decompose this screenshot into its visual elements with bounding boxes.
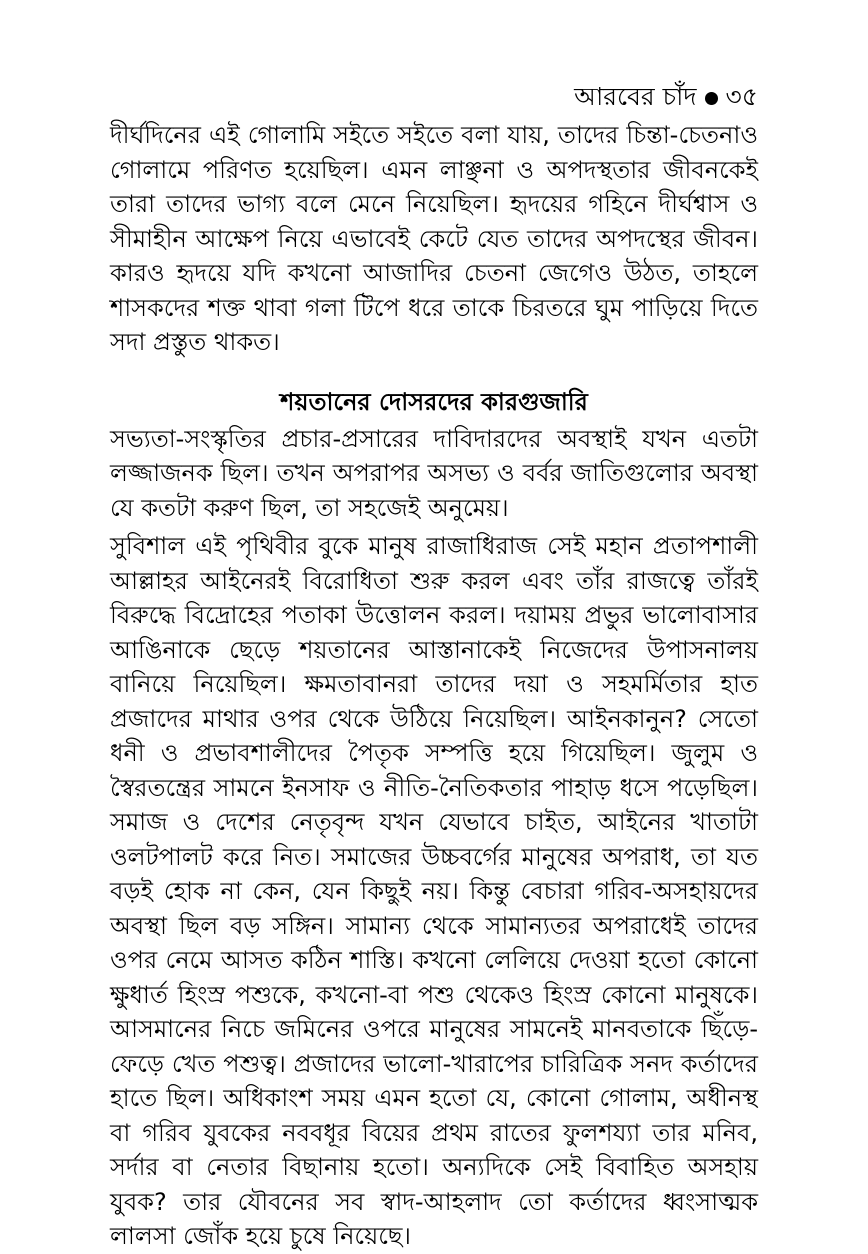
book-title: আরবের চাঁদ <box>574 82 697 111</box>
book-page <box>110 78 758 1254</box>
bullet-dot-icon <box>705 92 718 105</box>
section-paragraph-1: সভ্যতা-সংস্কৃতির প্রচার-প্রসারের দাবিদারদের অবস্থাই যখন এতটা লজ্জাজনক ছিল। তখন অপরাপর অসভ্য ও বর্বর জাতিগুলোর অবস্থা যে কতটা করুণ ছিল, তা সহজেই অনুমেয়। <box>110 424 758 522</box>
section-heading: শয়তানের দোসরদের কারগুজারি <box>280 387 588 416</box>
running-header <box>110 78 758 116</box>
section-paragraph-2: সুবিশাল এই পৃথিবীর বুকে মানুষ রাজাধিরাজ সেই মহান প্রতাপশালী আল্লাহর আইনেরই বিরোধিতা শুরু করল এবং তাঁর রাজত্বে তাঁরই বিরুদ্ধে বিদ্রোহের পতাকা উত্তোলন করল। দয়াময় প্রভুর ভালোবাসার আঙিনাকে ছেড়ে শয়তানের আস্তানাকেই নিজেদের উপাসনালয় বানিয়ে নিয়েছিল। ক্ষমতাবানরা তাদের দয়া ও সহমর্মিতার হাত প্রজাদের মাথার ওপর থেকে উঠিয়ে নিয়েছিল। আইনকানুন? সেতো ধনী ও প্রভাবশালীদের পৈতৃক সম্পত্তি হয়ে গিয়েছিল। জুলুম ও স্বৈরতন্ত্রের সামনে ইনসাফ ও নীতি-নৈতিকতার পাহাড় ধসে পড়েছিল। সমাজ ও দেশের নেতৃবৃন্দ যখন যেভাবে চাইত, আইনের খাতাটা ওলটপালট করে নিত। সমাজের উচ্চবর্গের মানুষের অপরাধ, তা যত বড়ই হোক না কেন, যেন কিছুই নয়। কিন্তু বেচারা গরিব-অসহায়দের অবস্থা ছিল বড় সঙ্গিন। সামান্য থেকে সামান্যতর অপরাধেই তাদের ওপর নেমে আসত কঠিন শাস্তি। কখনো লেলিয়ে দেওয়া হতো কোনো ক্ষুধার্ত হিংস্র পশুকে, কখনো-বা পশু থেকেও হিংস্র কোনো মানুষকে। আসমানের নিচে জমিনের ওপরে মানুষের সামনেই মানবতাকে ছিঁড়ে-ফেড়ে খেত পশুত্ব। প্রজাদের ভালো-খারাপের চারিত্রিক সনদ কর্তাদের হাতে ছিল। অধিকাংশ সময় এমন হতো যে, কোনো গোলাম, অধীনস্থ বা গরিব যুবকের নববধূর বিয়ের প্রথম রাতের ফুলশয্যা তার মনিব, সর্দার বা নেতার বিছানায় হতো। অন্যদিকে সেই বিবাহিত অসহায় যুবক? তার যৌবনের সব স্বাদ-আহলাদ তো কর্তাদের ধ্বংসাত্মক লালসা জোঁক হয়ে চুষে নিয়েছে। <box>110 532 758 1250</box>
page-number: ৩৫ <box>725 82 758 111</box>
body-paragraph-1: দীর্ঘদিনের এই গোলামি সইতে সইতে বলা যায়, তাদের চিন্তা-চেতনাও গোলামে পরিণত হয়েছিল। এমন লাঞ্ছনা ও অপদস্থতার জীবনকেই তারা তাদের ভাগ্য বলে মেনে নিয়েছিল। হৃদয়ের গহিনে দীর্ঘশ্বাস ও সীমাহীন আক্ষেপ নিয়ে এভাবেই কেটে যেত তাদের অপদস্থের জীবন। কারও হৃদয়ে যদি কখনো আজাদির চেতনা জেগেও উঠত, তাহলে শাসকদের শক্ত থাবা গলা টিপে ধরে তাকে চিরতরে ঘুম পাড়িয়ে দিতে সদা প্রস্তুত থাকত। <box>110 121 758 356</box>
